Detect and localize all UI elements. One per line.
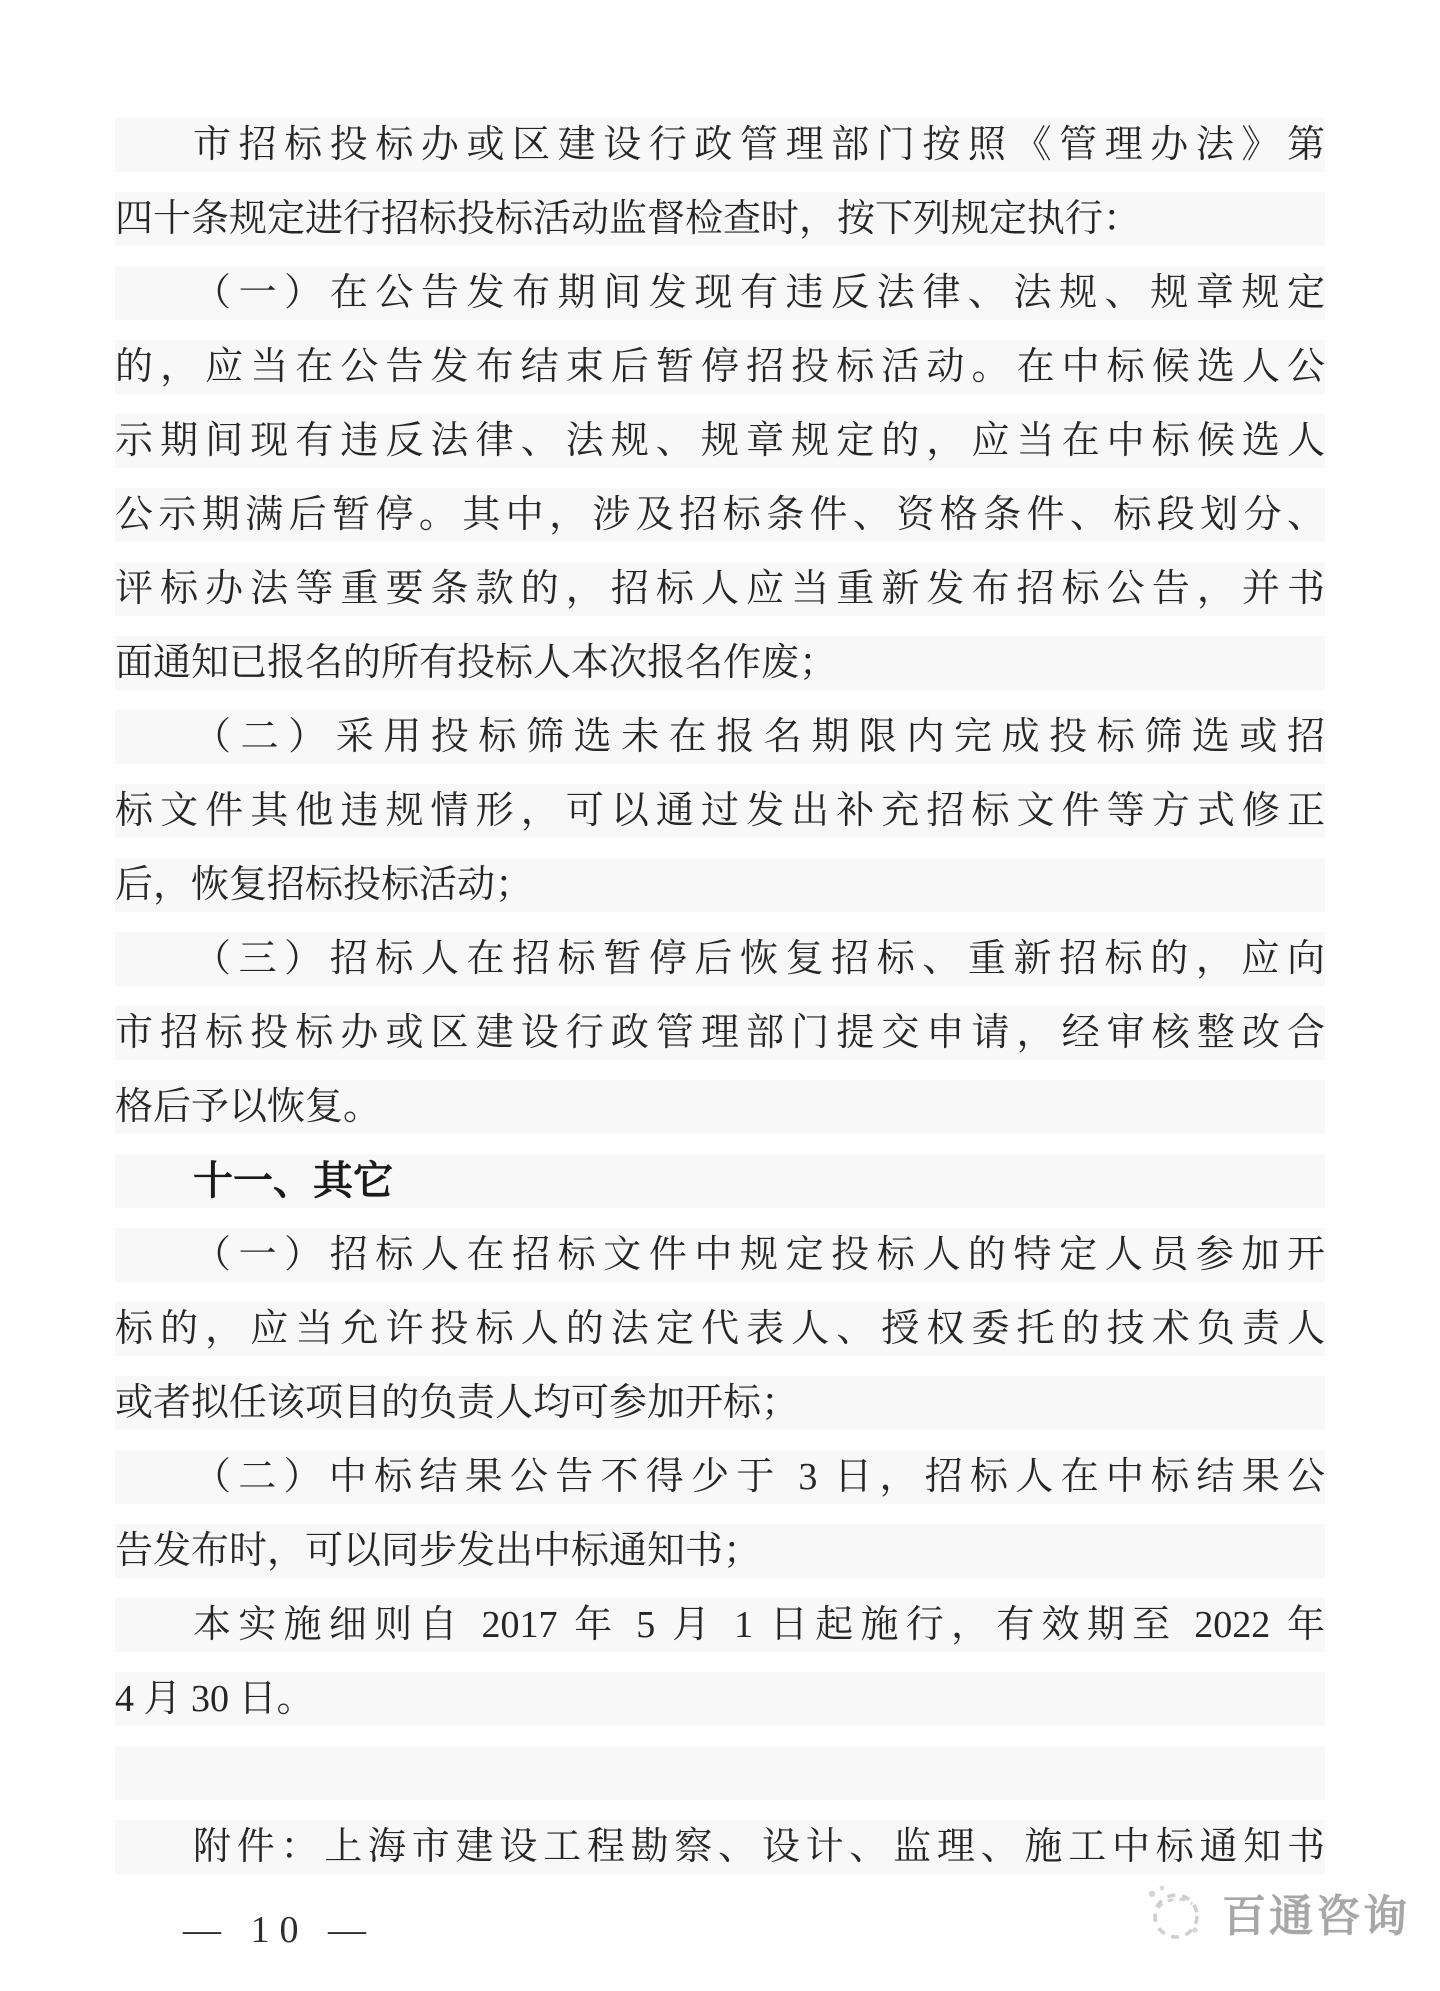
section-clause-2-line: 告发布时，可以同步发出中标通知书； <box>115 1530 762 1572</box>
clause-2-line: 后，恢复招标投标活动； <box>115 864 534 906</box>
page-number: — 10 — <box>183 1909 376 1951</box>
clause-1-line: 公示期满后暂停。其中，涉及招标条件、资格条件、标段划分、 <box>115 494 1325 536</box>
attachment-line: 附件：上海市建设工程勘察、设计、监理、施工中标通知书 <box>193 1826 1325 1868</box>
paragraph-line: 市招标投标办或区建设行政管理部门按照《管理办法》第 <box>193 124 1325 166</box>
section-clause-2-line: （二）中标结果公告不得少于 3 日，招标人在中标结果公 <box>193 1456 1325 1498</box>
paragraph-line: 四十条规定进行招标投标活动监督检查时，按下列规定执行： <box>115 198 1142 240</box>
effective-date-line: 4 月 30 日。 <box>115 1678 315 1720</box>
section-clause-1-line: 或者拟任该项目的负责人均可参加开标； <box>115 1382 800 1424</box>
document-body <box>115 108 1325 1884</box>
clause-1-line: （一）在公告发布期间发现有违反法律、法规、规章规定 <box>193 272 1325 314</box>
section-clause-1-line: 标的，应当允许投标人的法定代表人、授权委托的技术负责人 <box>115 1308 1325 1350</box>
clause-2-line: （二）采用投标筛选未在报名期限内完成投标筛选或招 <box>193 716 1325 758</box>
clause-1-line: 面通知已报名的所有投标人本次报名作废； <box>115 642 838 684</box>
section-clause-1-line: （一）招标人在招标文件中规定投标人的特定人员参加开 <box>193 1234 1325 1276</box>
clause-3-line: （三）招标人在招标暂停后恢复招标、重新招标的，应向 <box>193 938 1325 980</box>
watermark-text: 百通咨询 <box>1222 1892 1410 1941</box>
section-heading: 十一、其它 <box>193 1158 393 1203</box>
clause-1-line: 示期间现有违反法律、法规、规章规定的，应当在中标候选人 <box>115 420 1325 462</box>
clause-1-line: 的，应当在公告发布结束后暂停招投标活动。在中标候选人公 <box>115 346 1325 388</box>
clause-3-line: 格后予以恢复。 <box>115 1086 382 1128</box>
clause-1-line: 评标办法等重要条款的，招标人应当重新发布招标公告，并书 <box>115 568 1325 610</box>
globe-logo-icon <box>1140 1878 1208 1946</box>
watermark <box>1140 1878 1410 1946</box>
clause-2-line: 标文件其他违规情形，可以通过发出补充招标文件等方式修正 <box>115 790 1325 832</box>
clause-3-line: 市招标投标办或区建设行政管理部门提交申请，经审核整改合 <box>115 1012 1325 1054</box>
effective-date-line: 本实施细则自 2017 年 5 月 1 日起施行，有效期至 2022 年 <box>193 1604 1325 1646</box>
